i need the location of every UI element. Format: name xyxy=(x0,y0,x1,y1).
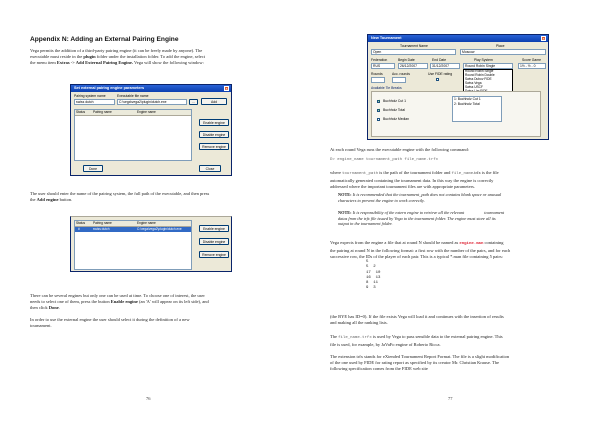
tournament-name-label: Tournament Name xyxy=(400,44,428,48)
p2-line-3: addressed where the important tournament files are with appropriate parameters. xyxy=(330,183,475,189)
closing-paragraph xyxy=(30,317,280,329)
intro-menu-item: Extras -> Add External Pairing Engine. xyxy=(56,59,133,65)
note1-line-1: It is recommended that the tournament_path does not contains blank space or unusual xyxy=(351,192,502,197)
option-swiss-uscf[interactable]: Swiss USCF xyxy=(465,84,483,89)
pairing-name-input[interactable]: swiss dutch xyxy=(74,99,115,105)
option-swiss-vega[interactable]: Swiss Vega xyxy=(465,80,482,85)
appendix-heading: Appendix N: Adding an External Pairing Engine xyxy=(30,36,179,43)
disable-engine-button-2[interactable]: Disable engine xyxy=(199,238,229,245)
begin-date-picker[interactable]: 26/12/2007 xyxy=(398,63,428,69)
engine-row[interactable] xyxy=(75,227,191,232)
engine-status: # xyxy=(78,227,80,231)
rounds-label: Rounds xyxy=(371,72,383,76)
after1-line-2b: button. xyxy=(58,196,73,202)
add-engine-button[interactable]: Add xyxy=(201,98,227,105)
p2-tournament-path: tournament_path xyxy=(342,172,379,176)
dialog-titlebar xyxy=(71,85,231,92)
p5-file-name: file_name.trfx xyxy=(338,336,372,340)
note2-line-1b: tournament xyxy=(484,210,505,215)
disable-engine-button[interactable]: Disable engine xyxy=(199,131,229,138)
score-game-select[interactable]: 1½ - ½ - 0 xyxy=(518,63,546,69)
after2-line-2a: needs to select one of them, press the button xyxy=(30,298,111,304)
place-label: Place xyxy=(496,44,505,48)
col-engine-name-2: Engine name xyxy=(137,221,156,225)
acc-rounds-input[interactable] xyxy=(392,77,406,83)
federation-label: Federation xyxy=(371,58,388,62)
col-engine-name: Engine name xyxy=(137,110,156,114)
selected-tb-2[interactable]: 2: Buchholz Total xyxy=(454,102,480,106)
note-2 xyxy=(338,210,582,227)
remove-engine-button[interactable]: Remove engine xyxy=(199,143,229,150)
p4-line-1: (the BYE has ID=0). If the file exists Vega will load it and continues with the insertion of results xyxy=(330,314,504,319)
intro-line-3a: the menu item xyxy=(30,59,57,65)
p2-line-1b: is the path of the tournament folder and xyxy=(378,170,452,175)
play-system-label: Play System xyxy=(474,58,493,62)
after2-line-2b: (an 'A' will appear on its left side), and xyxy=(137,298,209,304)
engine-command: D> engine_name tournament_path file_name.trfx xyxy=(330,158,439,162)
exe-file-label: Executable file name xyxy=(117,94,149,98)
close-icon[interactable]: × xyxy=(542,37,545,41)
tb-checkbox-2[interactable] xyxy=(377,109,380,112)
pairs-count: 5 xyxy=(366,260,369,264)
acc-rounds-label: Acc. rounds xyxy=(392,72,410,76)
done-button[interactable]: Done xyxy=(83,165,103,172)
note2-line-3: output in the tournament folder. xyxy=(338,221,393,227)
new-tournament-dialog xyxy=(367,34,549,140)
p5-line-2: file is used, for example, by JaVaFo engine of Roberto Ricca. xyxy=(330,341,441,347)
engine-list[interactable] xyxy=(74,109,192,161)
after2-done: Done xyxy=(48,304,59,310)
tb-total-label: Buchholz Total xyxy=(383,108,405,112)
p4-line-2: and making all the ranking lists. xyxy=(330,319,388,325)
p6-line-3: following specification comes from the FIDE web site xyxy=(330,365,428,371)
p2-line-2: automatically generated containing the tournament data. In this way the engine is correctly xyxy=(330,177,494,183)
after2-line-3b: . xyxy=(58,304,60,310)
page-number-left: 76 xyxy=(146,396,151,401)
note-1 xyxy=(338,192,582,203)
man-file-paragraph xyxy=(330,240,582,260)
fide-rating-checkbox[interactable] xyxy=(436,78,439,81)
closing-line-1: In order to use the external engine the user should select it during the definition of a new xyxy=(30,317,190,322)
engine-pairing-name: swiss dutch xyxy=(93,227,110,231)
pair-row: 17 10 xyxy=(366,270,381,275)
enable-engine-button[interactable]: Enable engine xyxy=(199,119,229,126)
external-engine-dialog xyxy=(70,84,232,176)
engine-list-header xyxy=(75,110,191,116)
enable-engine-button-2[interactable]: Enable engine xyxy=(199,225,229,232)
after1-line-1: The user should enter the name of the pairing system, the full path of the executable, and then press xyxy=(30,191,210,196)
pair-row: 5 2 xyxy=(366,265,376,270)
p3-line-2: the pairing at round N in the following format: a first row with the number of the pairs, and for each xyxy=(330,247,511,253)
close-button[interactable]: Close xyxy=(199,165,221,172)
tb-checkbox-1[interactable] xyxy=(377,100,380,103)
pair-row: 8 11 xyxy=(366,281,379,286)
intro-plugin: plugin xyxy=(83,53,96,59)
federation-select[interactable]: RUS xyxy=(371,63,395,69)
pair-row: 9 3 xyxy=(366,286,376,291)
p6-line-1: The extension trfx stands for eXtended Tournament Report Format. The file is a slight modification xyxy=(330,354,510,359)
extension-paragraph xyxy=(330,354,582,372)
col-status: Status xyxy=(76,110,86,114)
fide-rating-label: Use FIDE rating xyxy=(428,72,453,76)
p2-line-1a: where xyxy=(330,170,343,175)
pairing-name-label: Pairing system name xyxy=(74,94,106,98)
col-status-2: Status xyxy=(76,221,86,225)
end-date-label: End Date xyxy=(432,58,447,62)
remove-engine-button-2[interactable]: Remove engine xyxy=(199,251,229,258)
place-input[interactable]: Moscow xyxy=(460,49,546,55)
bye-paragraph xyxy=(330,314,582,326)
note1-label: NOTE: xyxy=(338,192,352,197)
option-rr-double[interactable]: Round Robin Double xyxy=(465,72,495,77)
option-rr-single[interactable]: Round Robin Single xyxy=(465,69,494,73)
engine-list-filled[interactable] xyxy=(74,220,192,270)
after-dialog1-paragraph xyxy=(30,191,280,203)
close-icon[interactable]: × xyxy=(225,87,228,91)
intro-line-3b: Vega will show the following window: xyxy=(132,59,204,65)
p3-line-1b: containing xyxy=(483,240,504,245)
pair-row: 16 13 xyxy=(366,275,381,280)
after1-line-2a: the xyxy=(30,196,37,202)
col-pairing-name: Pairing name xyxy=(93,110,112,114)
tb-checkbox-3[interactable] xyxy=(377,118,380,121)
play-system-select[interactable]: Round Robin Single xyxy=(463,63,513,69)
closing-line-2: tournament. xyxy=(30,322,52,328)
dialog-title: Set external pairing engine parameters xyxy=(74,86,145,90)
trfx-paragraph xyxy=(330,334,582,348)
intro-line-1: Vega permits the addition of a third-party pairing engine (it can be freely made by anyone). The xyxy=(30,48,203,53)
begin-date-label: Begin Date xyxy=(398,58,415,62)
where-paragraph xyxy=(330,170,580,190)
note2-label: NOTE: xyxy=(338,210,352,215)
new-tournament-titlebar xyxy=(368,35,548,42)
note1-line-2: characters to prevent the engine to work correctly. xyxy=(338,197,425,203)
browse-button[interactable]: ... xyxy=(189,99,198,105)
engine-path: C:\vega\vega2\plugin\dutch.exe xyxy=(137,227,182,231)
tiebreak-panel xyxy=(371,91,541,137)
intro-line-2a: executable must reside in the xyxy=(30,53,84,59)
option-swiss-dubov[interactable]: Swiss Dubov FIDE xyxy=(465,76,492,81)
right-page xyxy=(300,0,600,424)
page-number-right: 77 xyxy=(448,396,453,401)
rounds-input[interactable] xyxy=(371,77,385,83)
after1-add-engine: Add engine xyxy=(36,196,59,202)
end-date-picker[interactable]: 31/12/2007 xyxy=(430,63,460,69)
p5-line-1b: is used by Vega to pass sensible data to the external pairing engine. This xyxy=(371,334,503,339)
command-intro: At each round Vega runs the executable engine with the following command: xyxy=(330,147,470,152)
selected-tb-1[interactable]: 1: Buchholz Cut 1 xyxy=(454,97,481,101)
p2-line-1c: .trfx is the file xyxy=(473,170,499,175)
pairs-example xyxy=(366,260,406,292)
tiebreak-tab[interactable]: Available Tie Breaks xyxy=(371,86,402,90)
p3-line-3: successive row, the IDs of the player of each pair. This is a typical *.man file containing 5 pairs: xyxy=(330,253,503,259)
p2-file-name: file_name xyxy=(451,172,474,176)
p3-engine-man: engine.man xyxy=(459,242,484,246)
after2-line-3a: then click xyxy=(30,304,49,310)
col-pairing-name-2: Pairing name xyxy=(93,221,112,225)
selected-tiebreaks-list[interactable] xyxy=(452,96,502,122)
p6-line-2: of the one used by FIDE for rating report as specified by its creator Mr. Christian Krause. The xyxy=(330,359,499,365)
note2-line-1a: It is responsibility of the extern engine to retrieve all the relevant xyxy=(351,210,465,215)
tournament-name-input[interactable]: Open xyxy=(371,49,456,55)
p3-line-1a: Vega expects from the engine a file that at round N should be named as xyxy=(330,240,460,245)
after2-enable-engine: Enable engine xyxy=(110,298,138,304)
score-game-label: Score Game xyxy=(522,58,542,62)
intro-line-2b: folder under the installation folder. To add the engine, select xyxy=(95,53,205,59)
engine-list-dialog xyxy=(70,216,232,272)
note2-line-2: datas from the trfx file issued by Vega to the tournament folder. The engine must store all its xyxy=(338,215,496,221)
after2-line-1: There can be several engines but only one can be used at time. To choose one of interest, the user xyxy=(30,293,205,298)
exe-path-input[interactable]: C:\vega\vega2\plugin\dutch.exe xyxy=(117,99,187,105)
p5-line-1a: The xyxy=(330,334,339,339)
new-tournament-title: New Tournament xyxy=(371,36,402,40)
tb-median-label: Buchholz Median xyxy=(383,117,410,121)
after-dialog2-paragraph xyxy=(30,293,280,311)
intro-paragraph xyxy=(30,48,280,66)
tb-cut1-label: Buchholz Cut 1 xyxy=(383,99,406,103)
